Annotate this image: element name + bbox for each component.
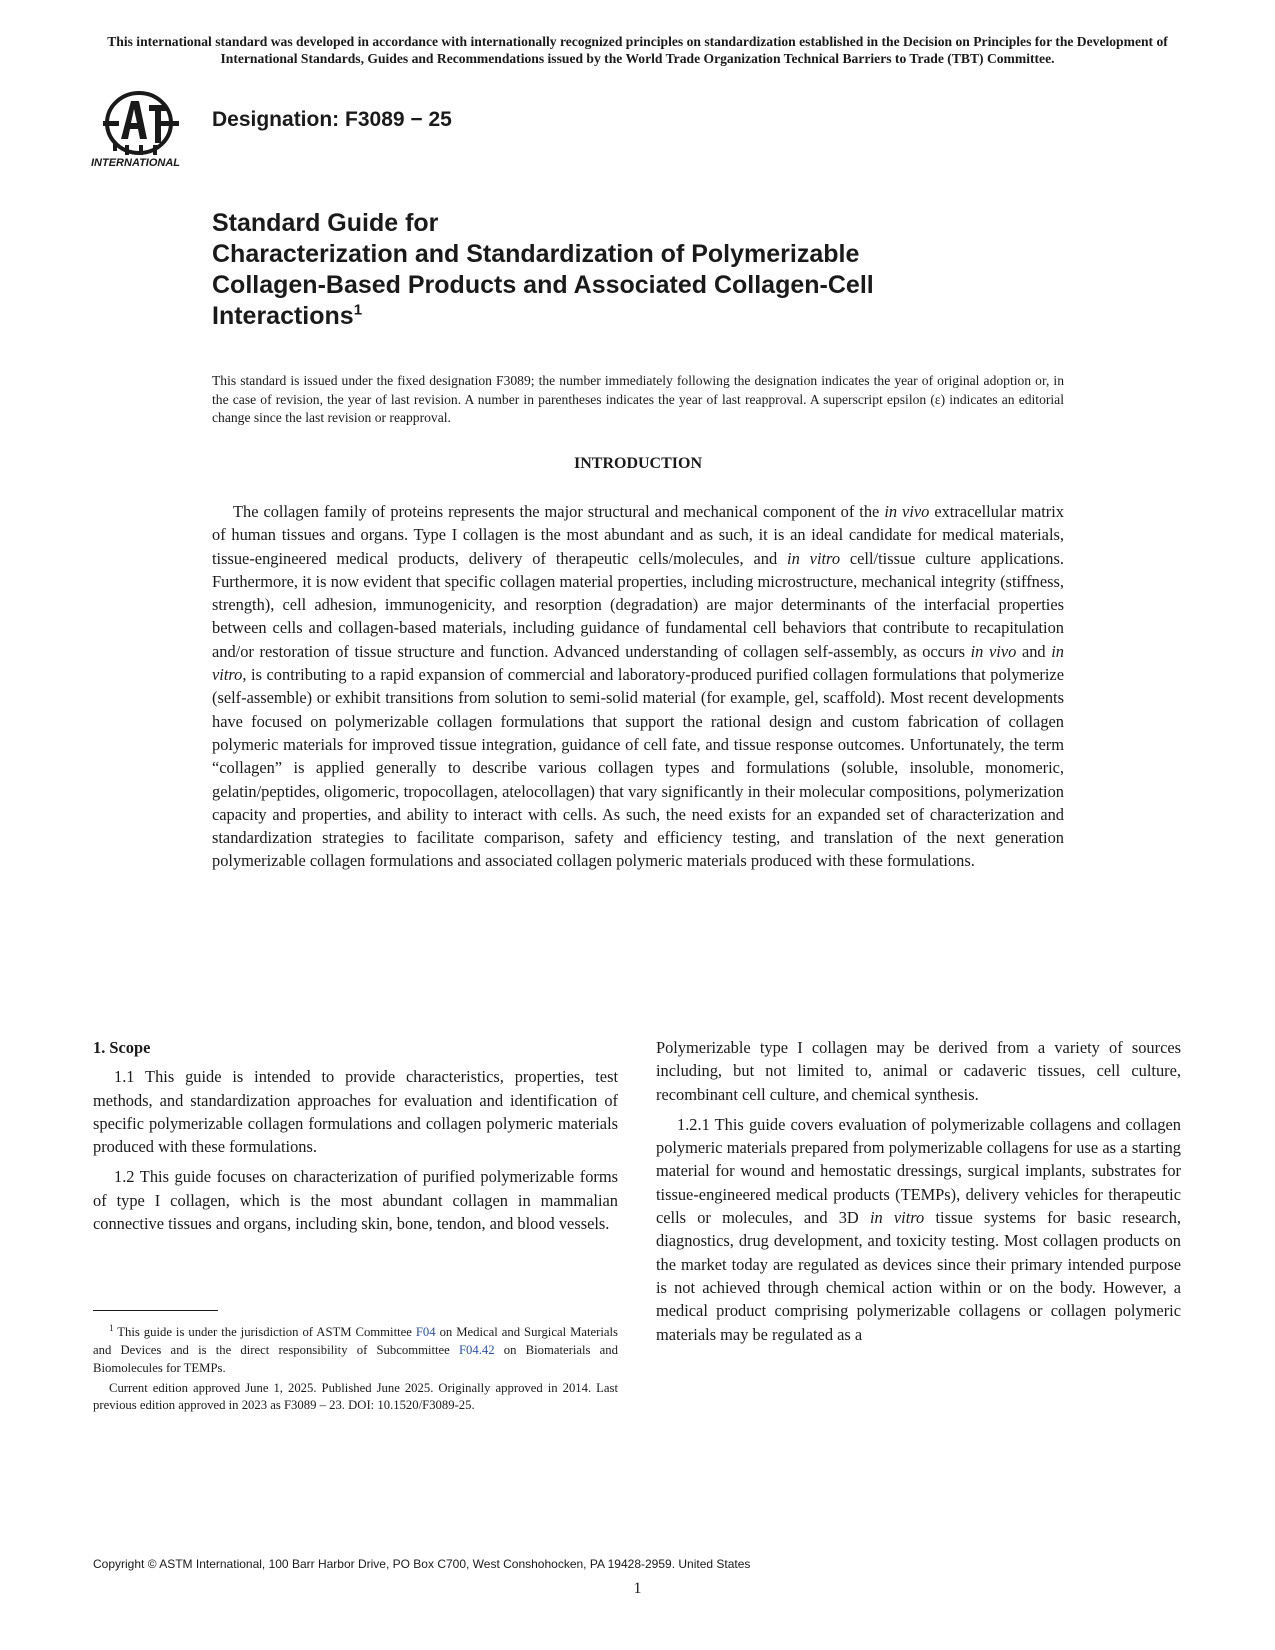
document-title [212,208,1112,332]
edition-note: Current edition approved June 1, 2025. Published June 2025. Originally approved in 2014. Last previous edition approved in 2023 as F3089 – 23. DOI: 10.1520/F3089-25. [93,1380,618,1413]
title-footnote-mark[interactable]: 1 [353,301,363,319]
section-1-2-1: 1.2.1 This guide covers evaluation of polymerizable collagens and collagen polymeric materials prepared from polymerizable collagens for use as a starting material for wound and hemostatic dressings, surgical implants, substrates for tissue-engineered medical products (TEMPs), delivery vehicles for therapeutic cells or molecules, and 3D in vitro tissue systems for basic research, diagnostics, drug development, and toxicity testing. Most collagen products on the market today are regulated as devices since their primary intended purpose is not achieved through chemical action within or on the body. However, a medical product comprising polymerizable collagens or collagen polymeric materials may be regulated as a [656,1114,1181,1344]
section-1-2-continued: Polymerizable type I collagen may be derived from a variety of sources including, but not limited to, animal or cadaveric tissues, cell culture, recombinant cell culture, and chemical synthesis. [656,1038,1181,1104]
title-line-3: Collagen-Based Products and Associated Collagen-Cell [212,271,874,299]
scope-heading: 1. Scope [93,1038,151,1057]
preamble-note: This standard is issued under the fixed designation F3089; the number immediately following the designation indicates the year of original adoption or, in the case of revision, the year of last revision. A number in parentheses indicates the year of last reapproval. A superscript epsilon (ε) indicates an editorial change since the last revision or reapproval. [212,373,1064,425]
section-1-1: 1.1 This guide is intended to provide characteristics, properties, test methods, and standardization approaches for evaluation and identification of specific polymerizable collagen formulations and collagen polymeric materials produced with these formulations. [93,1067,618,1157]
footnote-1: $^1$ This guide is under the jurisdiction of ASTM Committee F04 on Medical and Surgical Materials and Devices and is the direct responsibility of Subcommittee F04.42 on Biomaterials and Biomolecules for TEMPs. [93,1323,618,1375]
title-line-1: Standard Guide for [212,209,439,237]
title-line-2: Characterization and Standardization of Polymerizable [212,240,860,268]
committee-f04-link[interactable]: F04 [415,1325,436,1340]
copyright-notice: Copyright © ASTM International, 100 Barr Harbor Drive, PO Box C700, West Conshohocken, PA 19428-2959. United States [93,1557,751,1571]
section-1-2: 1.2 This guide focuses on characterization of purified polymerizable forms of type I collagen, which is the most abundant collagen in mammalian connective tissues and organs, including skin, bone, tendon, and blood vessels. [93,1167,618,1234]
footnote-divider [93,1310,218,1311]
introduction-paragraph: The collagen family of proteins represents the major structural and mechanical component of the in vivo extracellular matrix of human tissues and organs. Type I collagen is the most abundant and as such, it is an ideal candidate for medical materials, tissue-engineered medical products, delivery of therapeutic cells/molecules, and in vitro cell/tissue culture applications. Furthermore, it is now evident that specific collagen material properties, including microstructure, mechanical integrity (stiffness, strength), cell adhesion, immunogenicity, and resorption (degradation) are major determinants of the interfacial properties between cells and collagen-based materials, including guidance of fundamental cell behaviors that contribute to recapitulation and/or restoration of tissue structure and function. Advanced understanding of collagen self-assembly, as occurs in vivo and in vitro, is contributing to a rapid expansion of commercial and laboratory-produced purified collagen formulations that polymerize (self-assemble) or exhibit transitions from solution to semi-solid material (for example, gel, scaffold). Most recent developments have focused on polymerizable collagen formulations that support the rational design and custom fabrication of collagen polymeric materials for improved tissue integration, guidance of cell fate, and tissue response outcomes. Unfortunately, the term “collagen” is applied generally to describe various collagen types and formulations (soluble, insoluble, monomeric, gelatin/peptides, oligomeric, tropocollagen, atelocollagen) that vary significantly in their molecular compositions, polymerization capacity and properties, and ability to interact with cells. As such, the need exists for an expanded set of characterization and standardization strategies to facilitate comparison, safety and efficiency testing, and translation of the next generation polymerizable collagen formulations and associated collagen polymeric materials produced with these formulations. [212,502,1064,871]
designation: Designation: F3089 − 25 [212,108,452,131]
logo-text: INTERNATIONAL [91,157,181,169]
subcommittee-f04-42-link[interactable]: F04.42 [458,1343,495,1358]
introduction-heading: INTRODUCTION [573,455,702,472]
astm-logo-icon [91,87,191,169]
page-number: 1 [633,1580,642,1597]
footnotes [93,1320,618,1417]
wto-notice: This international standard was developed in accordance with internationally recognized principles on standardization established in the Decision on Principles for the Development of International Standards, Guides and Recommendations issued by the World Trade Organization Technical Barriers to Trade (TBT) Committee. [107,34,1168,66]
right-column [656,1036,1181,1353]
left-column [93,1036,618,1242]
title-line-4: Interactions [212,302,354,330]
